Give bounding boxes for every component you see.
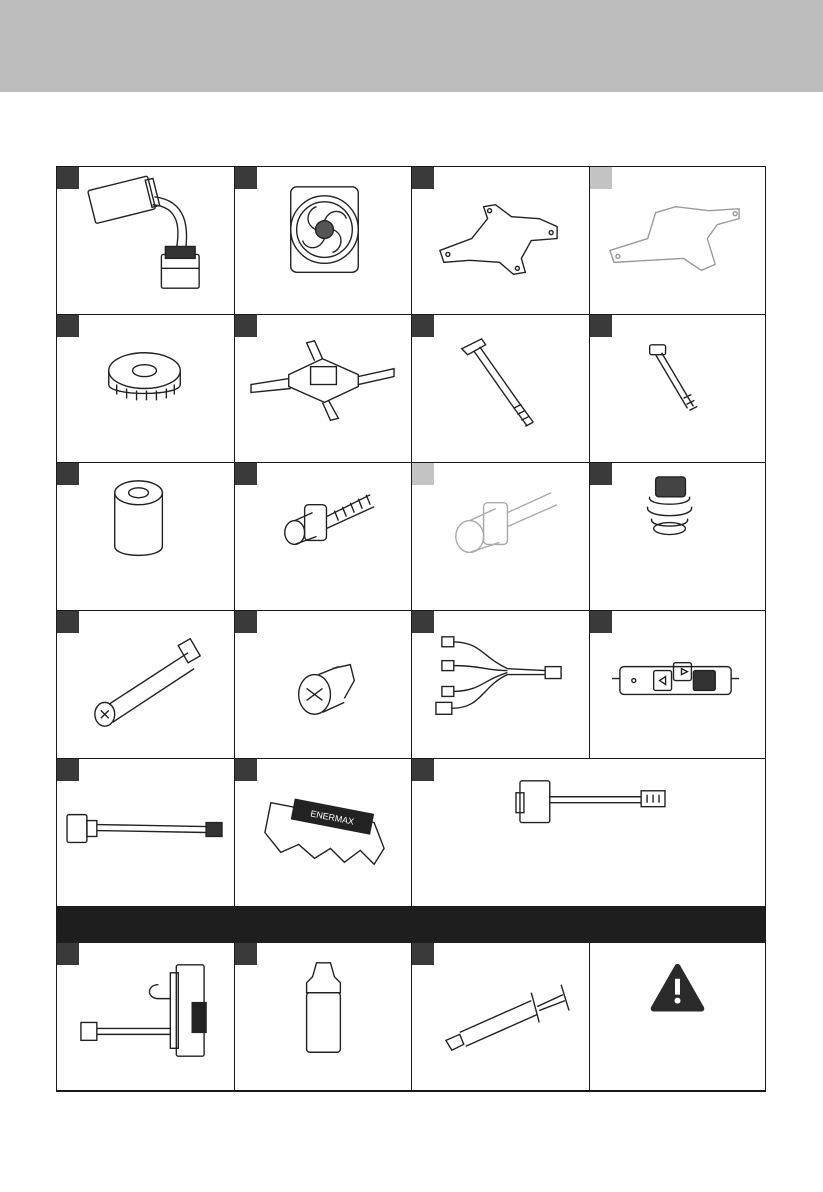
parts-grid	[56, 166, 766, 1092]
part-cell-coolant-bottle	[235, 943, 412, 1091]
rgb-controller-illustration	[590, 611, 765, 758]
sata-adapter-illustration	[57, 759, 234, 906]
part-cell-fan	[235, 167, 412, 315]
part-cell-short-screw	[590, 315, 766, 463]
part-cell-amd-bracket	[590, 167, 766, 315]
part-cell-intel-backplate	[412, 167, 590, 315]
intel-backplate-illustration	[412, 167, 589, 314]
coolant-bottle-illustration	[235, 943, 411, 1090]
part-cell-syringe	[412, 943, 590, 1091]
part-cell-long-screw	[412, 315, 590, 463]
part-cell-thumb-standoff	[235, 463, 412, 611]
part-cell-sata-rgb-cable	[412, 759, 766, 907]
part-cell-sata-adapter	[57, 759, 235, 907]
y-splitter-illustration	[412, 611, 589, 758]
part-cell-warning	[590, 943, 766, 1091]
thumb-screw-light-illustration	[412, 463, 589, 610]
knurled-nut-illustration	[57, 315, 234, 462]
standoff-sleeve-illustration	[57, 463, 234, 610]
part-cell-standoff-sleeve	[57, 463, 235, 611]
syringe-illustration	[412, 943, 589, 1090]
part-cell-rgb-hub	[57, 943, 235, 1091]
rgb-hub-illustration	[57, 943, 234, 1090]
part-cell-y-splitter	[412, 611, 590, 759]
phillips-screw-illustration	[235, 611, 411, 758]
part-cell-knurled-nut	[57, 315, 235, 463]
header-band	[0, 0, 823, 92]
radiator-pump-illustration	[57, 167, 234, 314]
part-cell-radiator	[57, 167, 235, 315]
part-cell-tube-clip	[235, 759, 412, 907]
amd-bracket-illustration	[590, 167, 765, 314]
sata-rgb-cable-illustration	[412, 759, 765, 906]
warning-icon	[590, 943, 765, 1090]
tube-clip-illustration	[235, 759, 411, 906]
part-cell-thumb-screw-light	[412, 463, 590, 611]
part-cell-fan-screw	[57, 611, 235, 759]
thumb-standoff-illustration	[235, 463, 411, 610]
short-screw-illustration	[590, 315, 765, 462]
intel-mount-illustration	[235, 315, 411, 462]
fan-illustration	[235, 167, 411, 314]
section-divider-bar	[57, 907, 765, 943]
enermax-logo-print: ENERMAX	[309, 808, 355, 827]
part-cell-intel-mount	[235, 315, 412, 463]
part-cell-phillips-screw	[235, 611, 412, 759]
washer-nut-illustration	[590, 463, 765, 610]
part-cell-washer-nut	[590, 463, 766, 611]
long-screw-illustration	[412, 315, 589, 462]
part-cell-rgb-controller	[590, 611, 766, 759]
fan-screw-illustration	[57, 611, 234, 758]
